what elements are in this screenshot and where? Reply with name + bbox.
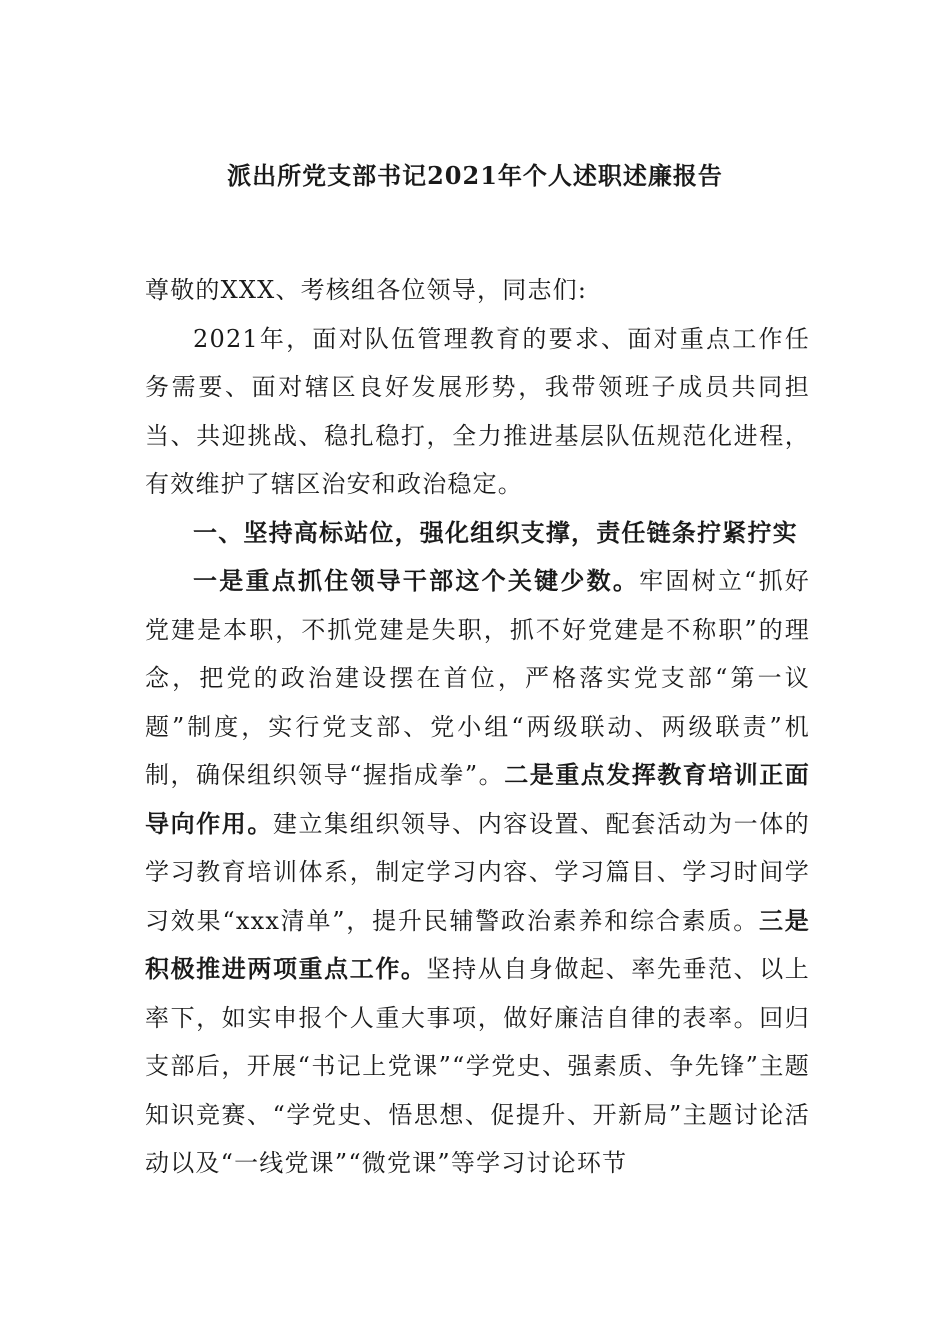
point-2-lead: 二是重点发挥教育培训正面导向作用。: [145, 760, 810, 838]
point-1-text: 牢固树立“抓好党建是本职，不抓党建是失职，抓不好党建是不称职”的理念，把党的政治建设摆在首位，严格落实党支部“第一议题”制度，实行党支部、党小组“两级联动、两级联责”机制，确保组织领导“握指成拳”。: [145, 567, 811, 789]
intro-paragraph: 2021年，面对队伍管理教育的要求、面对重点工作任务需要、面对辖区良好发展形势，我带领班子成员共同担当、共迎挑战、稳扎稳打，全力推进基层队伍规范化进程，有效维护了辖区治安和政治稳定。: [145, 324, 810, 498]
document-title: 派出所党支部书记2021年个人述职述廉报告: [227, 161, 723, 190]
document-body: [145, 266, 810, 1188]
point-3-lead: 三是积极推进两项重点工作。: [145, 905, 810, 983]
section-1-paragraph: [145, 557, 810, 1188]
greeting-paragraph: 尊敬的XXX、考核组各位领导，同志们:: [145, 276, 588, 304]
point-1-lead: 一是重点抓住领导干部这个关键少数。: [193, 566, 640, 595]
section-1-heading: 一、坚持高标站位，强化组织支撑，责任链条拧紧拧实: [193, 517, 798, 547]
point-2-text: 建立集组织领导、内容设置、配套活动为一体的学习教育培训体系，制定学习内容、学习篇目、学习时间学习效果“xxx清单”，提升民辅警政治素养和综合素质。: [145, 809, 811, 935]
point-3-text: 坚持从自身做起、率先垂范、以上率下，如实申报个人重大事项，做好廉洁自律的表率。回归支部后，开展“书记上党课”“学党史、强素质、争先锋”主题知识竞赛、“学党史、悟思想、促提升、开新局”主题讨论活动以及“一线党课”“微党课”等学习讨论环节: [145, 955, 811, 1177]
